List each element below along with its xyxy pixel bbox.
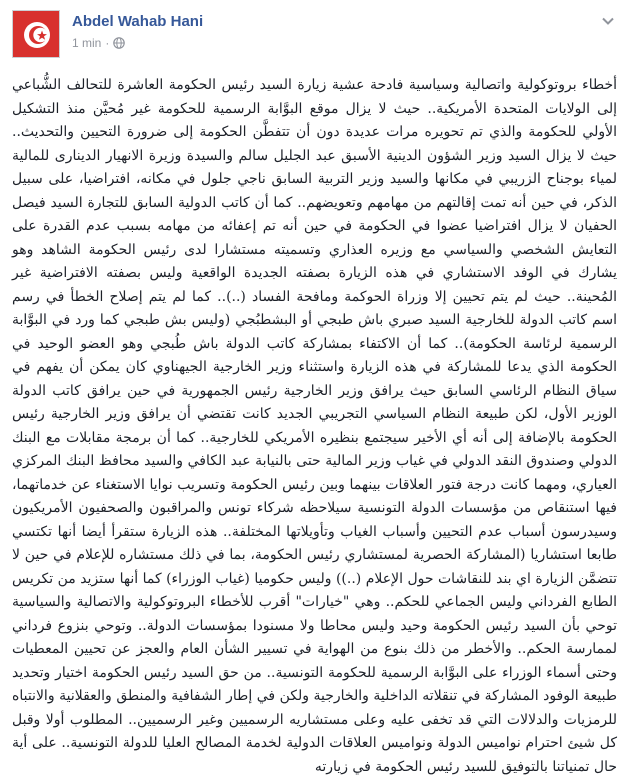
chevron-down-icon[interactable] <box>601 16 615 26</box>
author-name[interactable]: Abdel Wahab Hani <box>72 13 204 30</box>
globe-icon[interactable] <box>113 37 125 49</box>
tunisia-flag-avatar <box>13 11 60 58</box>
post-meta <box>72 36 125 50</box>
meta-separator: · <box>105 36 110 50</box>
post-text: أخطاء بروتوكولية واتصالية وسياسية فادحة عشية زيارة السيد رئيس الحكومة العاشرة للتحالف الشُّباعي إلى الولايات المتحدة الأمريكية.. حيث لا يزال موقع البوَّابة الرسمية للحكومة غير مُحيَّن منذ التشكيل الأولي للحكومة والذي تم تحويره مرات عديدة دون أن تتفطَّن الحكومة إلى ضرورة التحيين والتحديث.. حيث لا يزال السيد وزير الشؤون الدينية الأسبق عبد الجليل سالم والسيدة وزيرة الانهيار الدينارى للمالية لمياء بوجناح الزريبي في مكانها والسيد وزير التربية السابق ناجي جلول في مكانه، افتراضيا، على سبيل الذكر، في حين أنه تمت إقالتهم من مهامهم وتعويضهم.. كما أن كاتب الدولية السابق للتجارة السيد فيصل الحفيان لا يزال افتراضيا عضوا في الحكومة في حين أنه تم إعفائه من مهامه بسبب عدم القدرة على التعايش الشخصي والسياسي مع وزيره العذاري وتسميته مستشارا لدى رئيس الحكومة الشاهد وهو يشارك في الوفد الاستشاري في هذه الزيارة بصفته الجديدة الواقعية وليس بصفته الافتراضية غير المُحينة.. حيث لم يتم تحيين إلا وزراة الحوكمة ومافحة الفساد (..).. كما لم يتم إصلاح الخطأ في رسم اسم كاتب الدولة للخارجية السيد صبري باش طبجي أو البشطبُجي (وليس بش طبجي كما ورد في البوَّابة الرسمية لرئاسة الحكومة).. كما أن الاكتفاء بمشاركة كاتب الدولة باش طُبجي وهو العضو الوحيد في الحكومة الذي يدعا للمشاركة في هذه الزيارة واستثناء وزير الخارجية الجيهناوي كان يمكن أن يفهم في سياق النظام الرئاسي السابق حيث يرافق وزير الخارجية رئيس الجمهورية في حين يرافق كاتب الدولة الوزير الأول، لكن طبيعة النظام السياسي التجريبي الجديد كانت تقتضي أن يرافق وزير الخارجية رئيس الحكومة بالإضافة إلى أنه أي الأخير سيجتمع بنظيره الأمريكي للخارجية.. كما أن برمجة مقابلات مع البنك الدولي وصندوق النقد الدولي في غياب وزير المالية حتى بالنيابة عبد الكافي والسيد محافظ البنك المركزي العياري، ومهما كانت درجة فتور العلاقات بينهما وبين رئيس الحكومة وتسريب نوايا الاستغناء عن خدماتهما، فيها استنقاص من مؤسسات الدولة التونسية سيلاحظه شركاء تونس والمراقبون والصحفيون الأمريكيون وسيدرسون أسباب عدم التحيين وأسباب الغياب وتأويلاتها المختلفة.. هذه الزيارة ستقرأ أيضا أنها تكتسي طابعا استشاريا (المشاركة الحصرية لمستشاري رئيس الحكومة، بما في ذلك مستشاره للإعلام في حين لا تتضمَّن الزيارة اي بند للنقاشات حول الإعلام (..)) وليس حكوميا (غياب الوزراء) كما أنها ستزيد من تكريس الطابع الفرداني وليس الجماعي للحكم.. وهي "خيارات" أقرب للأخطاء البروتوكولية والاتصالية والسياسية توحي بأن السيد رئيس الحكومة وحيد وليس محاطا ولا مسنودا بمؤسسات الدولة.. وتوحي بنزوع فرداني لممارسة الحكم.. والأخطر من ذلك بنوع من الهواية في تسيير الشأن العام والعجز عن تحيين المعطيات وحتى أسماء الوزراء على البوَّابة الرسمية للحكومة التونسية.. من حق السيد رئيس الحكومة اختيار وتحديد طبيعة الوفود المشاركة في تنقلاته الداخلية والخارجية ولكن في إطار الشفافية والمنطق والعقلانية والانتباه للرمزيات والدلالات التي قد تخفى عليه وعلى مستشاريه الرسميين وغير الرسميين.. المطلوب أولا وقبل كل شيئ احترام نواميس الدولة ونواميس العلاقات الدولية لخدمة المصالح العليا للدولة التونسية.. على أية حال تمنياتنا بالتوفيق للسيد رئيس الحكومة في زيارته <box>12 77 617 775</box>
avatar[interactable] <box>12 10 60 58</box>
post-header <box>12 10 617 66</box>
post-time[interactable]: 1 min <box>72 36 102 50</box>
